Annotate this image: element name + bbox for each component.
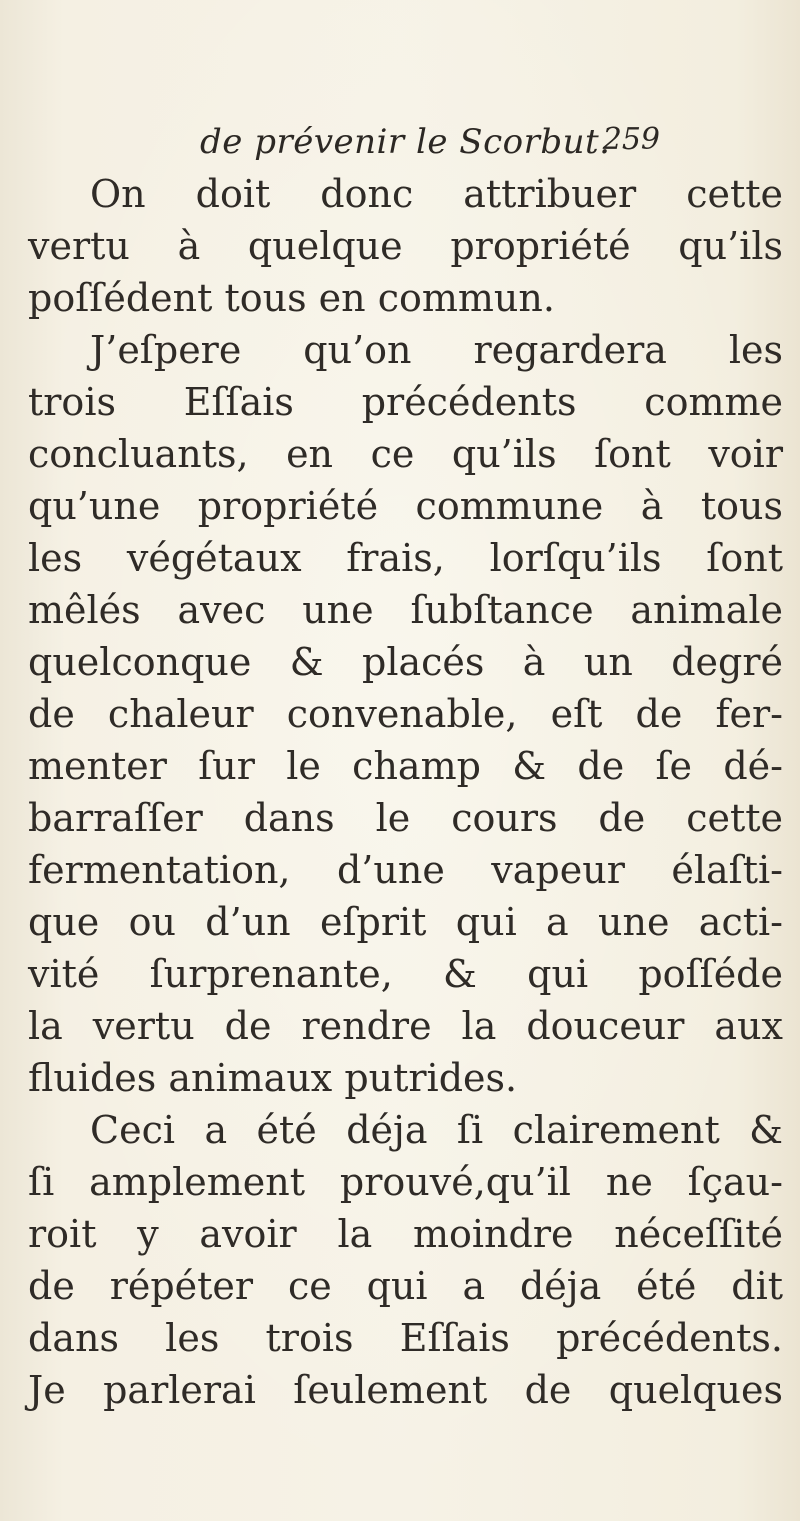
text-line: que ou d’un eſprit qui a une acti- — [28, 900, 783, 944]
text-line: poſſédent tous en commun. — [28, 276, 555, 320]
text-line: ſi amplement prouvé,qu’il ne ſçau- — [28, 1160, 783, 1204]
text-line: barraſſer dans le cours de cette — [28, 796, 783, 840]
text-line: vité ſurprenante, & qui poſſéde — [28, 952, 783, 996]
text-line: On doit donc attribuer cette — [90, 172, 783, 216]
text-line: la vertu de rendre la douceur aux — [28, 1004, 783, 1048]
text-line: vertu à quelque propriété qu’ils — [28, 224, 783, 268]
page-number: 259 — [602, 122, 660, 157]
text-line: Ceci a été déja ſi clairement & — [90, 1108, 783, 1152]
text-line: Je parlerai ſeulement de quelques — [28, 1368, 783, 1412]
text-line: fluides animaux putrides. — [28, 1056, 518, 1100]
running-title: de prévenir le Scorbut. — [200, 122, 611, 162]
text-line: quelconque & placés à un degré — [28, 640, 783, 684]
body-text — [28, 168, 783, 1416]
text-line: concluants, en ce qu’ils ſont voir — [28, 432, 783, 476]
text-line: menter ſur le champ & de ſe dé- — [28, 744, 783, 788]
text-line: les végétaux frais, lorſqu’ils ſont — [28, 536, 783, 580]
page-header — [200, 122, 660, 172]
text-line: qu’une propriété commune à tous — [28, 484, 783, 528]
text-line: trois Eſſais précédents comme — [28, 380, 783, 424]
text-line: roit y avoir la moindre néceſſité — [28, 1212, 783, 1256]
text-line: dans les trois Eſſais précédents. — [28, 1316, 783, 1360]
text-line: mêlés avec une ſubſtance animale — [28, 588, 783, 632]
text-line: fermentation, d’une vapeur élaſti- — [28, 848, 783, 892]
text-line: de chaleur convenable, eſt de fer- — [28, 692, 783, 736]
text-line: de répéter ce qui a déja été dit — [28, 1264, 783, 1308]
text-line: J’eſpere qu’on regardera les — [90, 328, 783, 372]
